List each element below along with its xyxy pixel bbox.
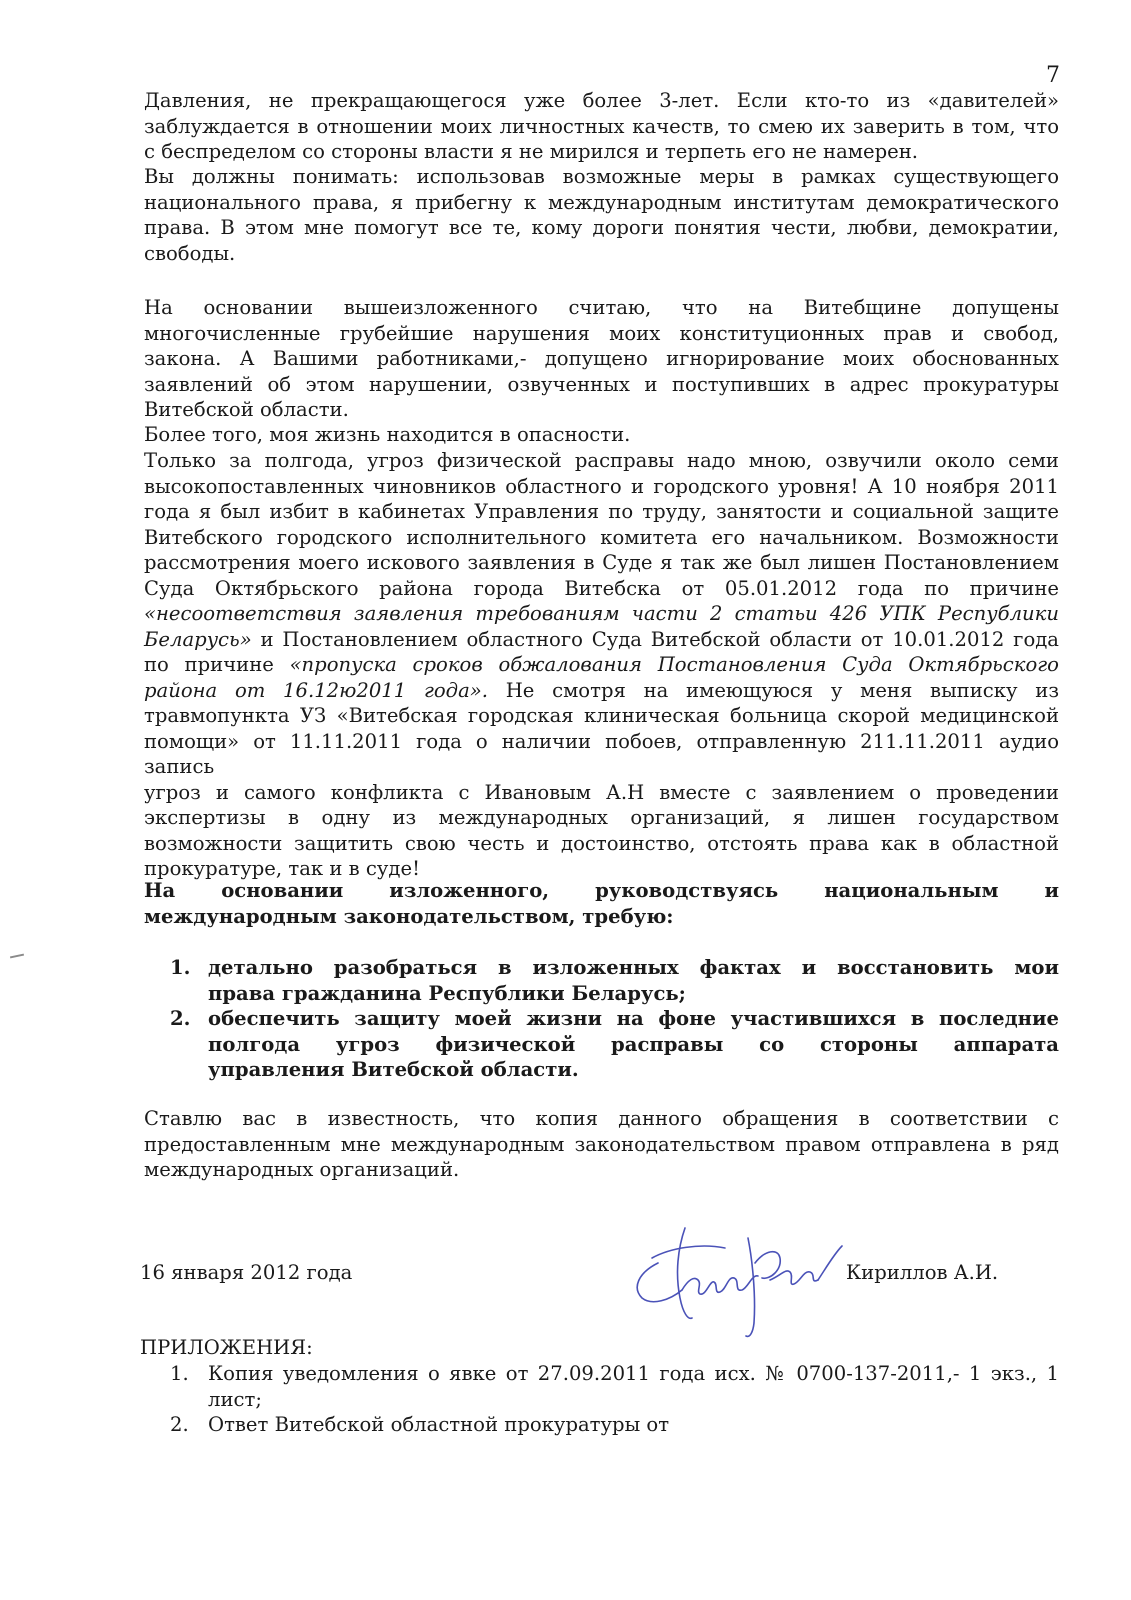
text-line: Витебской области. — [144, 398, 349, 421]
attachments-title: ПРИЛОЖЕНИЯ: — [140, 1336, 313, 1359]
text-line: заявлений об этом нарушении, озвученных и поступивших в адрес прокуратуры — [144, 372, 1059, 396]
scan-margin-mark — [10, 954, 24, 959]
demand-number: 1. — [170, 956, 191, 979]
text-line — [144, 601, 1059, 627]
paragraph-international — [144, 164, 1059, 266]
text-line: заблуждается в отношении моих личностных качеств, то смею их заверить в том, что — [144, 114, 1059, 138]
text-line: травмопункта УЗ «Витебская городская клиническая больница скорой медицинской — [144, 704, 1059, 727]
text-line: возможности защитить свою честь и достоинство, отстоять права как в областной — [144, 831, 1059, 855]
text-line: права. В этом мне помогут все те, кому дороги понятия чести, любви, демократии, — [144, 216, 1059, 239]
text-line: Ответ Витебской областной прокуратуры от — [208, 1413, 670, 1436]
demand-item — [170, 955, 1059, 1006]
demand-number: 2. — [170, 1007, 191, 1030]
attachment-item — [170, 1412, 1059, 1438]
demand-intro — [144, 878, 1059, 929]
page-number: 7 — [1046, 63, 1060, 88]
text-line: предоставленным мне международным законодательством правом отправлена в ряд — [144, 1132, 1059, 1156]
text-line: многочисленные грубейшие нарушения моих конституционных прав и свобод, — [144, 321, 1059, 345]
text-fragment: Не смотря на имеющуюся у меня выписку из — [487, 678, 1060, 702]
text-line — [144, 652, 1059, 678]
attachment-number: 1. — [170, 1362, 189, 1385]
text-line: Вы должны понимать: использовав возможные меры в рамках существующего — [144, 165, 1059, 188]
text-line: Копия уведомления о явке от 27.09.2011 года исх. № 0700-137-2011,- 1 экз., 1 — [208, 1362, 1059, 1385]
text-line — [144, 678, 1059, 704]
handwritten-signature — [630, 1218, 850, 1343]
text-line: рассмотрения моего искового заявления в Суде я так же был лишен Постановлением — [144, 551, 1059, 574]
text-line: с беспределом со стороны власти я не мирился и терпеть его не намерен. — [144, 140, 919, 163]
paragraph-threats — [144, 448, 1059, 882]
text-line: полгода угроз физической расправы со стороны аппарата — [208, 1032, 1059, 1056]
demand-item — [170, 1006, 1059, 1083]
attachments-list — [170, 1361, 1059, 1438]
text-line: высокопоставленных чиновников областного и городского уровня! А 10 ноября 2011 — [144, 474, 1059, 498]
paragraph-pressure — [144, 88, 1059, 165]
attachment-item — [170, 1361, 1059, 1412]
signatory-name: Кириллов А.И. — [846, 1261, 999, 1284]
text-line: Витебского городского исполнительного комитета его начальником. Возможности — [144, 525, 1059, 549]
text-line: детально разобраться в изложенных фактах и восстановить мои — [208, 956, 1059, 979]
paragraph-violations — [144, 295, 1059, 423]
text-line: На основании вышеизложенного считаю, что на Витебщине допущены — [144, 296, 1059, 319]
text-line: закона. А Вашими работниками,- допущено игнорирование моих обоснованных — [144, 347, 1059, 370]
text-line: свободы. — [144, 241, 236, 265]
demands-list — [170, 955, 1059, 1083]
text-line: прокуратуре, так и в суде! — [144, 857, 420, 880]
text-line: управления Витебской области. — [208, 1058, 579, 1081]
quote-decision-2-end: района от 16.12ю2011 года». — [144, 678, 488, 702]
text-line: Ставлю вас в известность, что копия данного обращения в соответствии с — [144, 1107, 1059, 1130]
document-date: 16 января 2012 года — [140, 1261, 353, 1284]
text-line: международным законодательством, требую: — [144, 904, 674, 928]
quote-decision-1-end: Беларусь» — [144, 627, 252, 651]
text-fragment: по причине — [144, 653, 290, 676]
text-line: Только за полгода, угроз физической расправы надо мною, озвучили около семи — [144, 449, 1059, 472]
text-fragment: и Постановлением областного Суда Витебской области от 10.01.2012 года — [251, 627, 1059, 651]
quote-decision-2: «пропуска сроков обжалования Постановления Суда Октябрьского — [289, 653, 1059, 676]
text-line — [144, 627, 1059, 653]
text-line: международных организаций. — [144, 1158, 460, 1181]
attachment-number: 2. — [170, 1413, 189, 1436]
text-line: лист; — [208, 1387, 262, 1411]
text-line: года я был избит в кабинетах Управления по труду, занятости и социальной защите — [144, 500, 1059, 523]
paragraph-danger — [144, 422, 1059, 448]
text-line: Суда Октябрьского района города Витебска от 05.01.2012 года по причине — [144, 576, 1059, 600]
text-line: национального права, я прибегну к международным институтам демократического — [144, 190, 1059, 214]
text-line: Более того, моя жизнь находится в опасности. — [144, 423, 631, 446]
text-line: Давления, не прекращающегося уже более 3-лет. Если кто-то из «давителей» — [144, 89, 1059, 112]
quote-decision-1: «несоответствия заявления требованиям части 2 статьи 426 УПК Республики — [144, 602, 1059, 625]
text-line: помощи» от 11.11.2011 года о наличии побоев, отправленную 211.11.2011 аудио запись — [144, 729, 1059, 778]
text-line: угроз и самого конфликта с Ивановым А.Н вместе с заявлением о проведении — [144, 780, 1059, 804]
text-line: права гражданина Республики Беларусь; — [208, 981, 686, 1005]
paragraph-notice — [144, 1106, 1059, 1183]
text-line: На основании изложенного, руководствуясь национальным и — [144, 879, 1059, 902]
text-line: обеспечить защиту моей жизни на фоне участившихся в последние — [208, 1007, 1059, 1030]
text-line: экспертизы в одну из международных организаций, я лишен государством — [144, 806, 1059, 829]
